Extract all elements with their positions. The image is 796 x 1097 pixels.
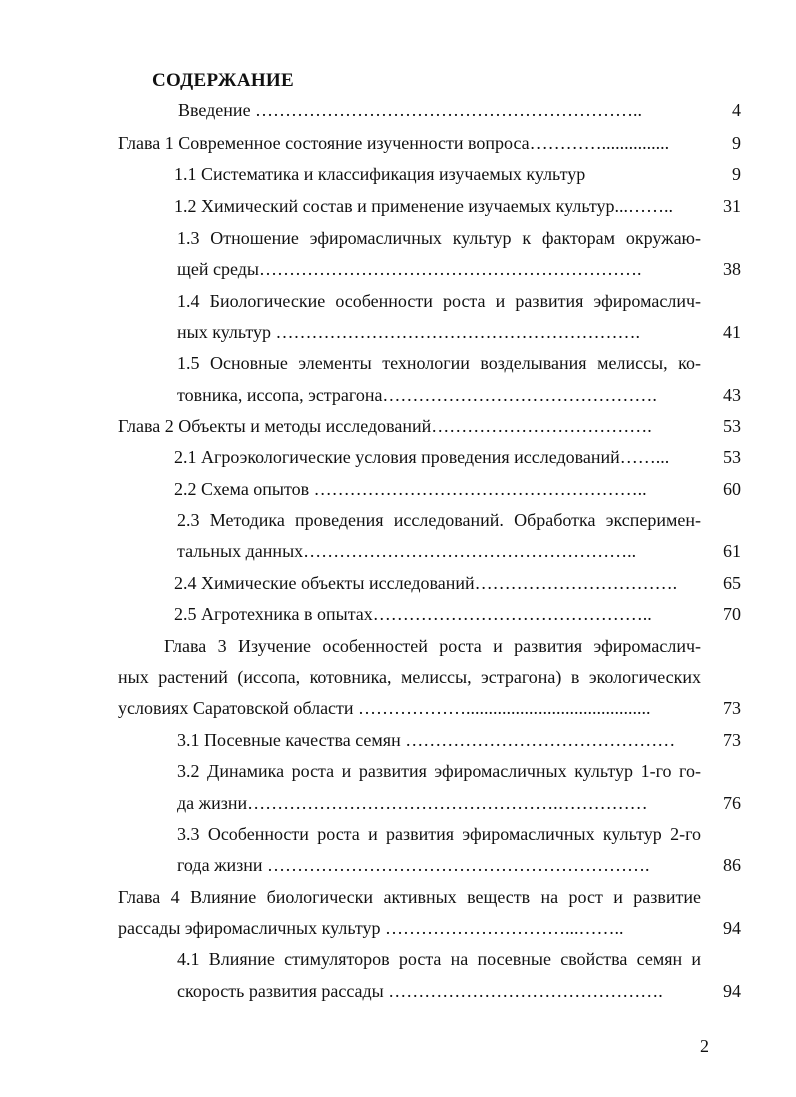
toc-entry-text: 1.2 Химический состав и применение изучаемых культур...…….. (174, 196, 674, 216)
toc-entry-page: 73 (723, 730, 741, 750)
toc-chapter-text: условиях Саратовской области ………………......................................... (118, 698, 651, 718)
toc-entry-page: 31 (723, 196, 741, 216)
toc-entry-page: 61 (723, 541, 741, 561)
toc-entry-text: года жизни ………………………………………………………. (177, 855, 650, 875)
toc-entry-page: 53 (723, 416, 741, 436)
toc-entry-text: 2.1 Агроэкологические условия проведения исследований……... (174, 447, 670, 467)
toc-entry-text: да жизни…………………………………………….…………… (177, 793, 648, 813)
toc-entry-text: 1.4 Биологические особенности роста и развития эфиромаслич- (177, 291, 701, 311)
toc-entry-page: 4 (732, 100, 741, 120)
toc-chapter-text: Глава 3 Изучение особенностей роста и развития эфиромаслич- (164, 636, 701, 656)
toc-chapter-text: Глава 2 Объекты и методы исследований………………………………. (118, 416, 652, 436)
toc-entry-page: 60 (723, 479, 741, 499)
toc-entry-page: 65 (723, 573, 741, 593)
toc-entry-text: 3.3 Особенности роста и развития эфиромасличных культур 2-го (177, 824, 701, 844)
toc-entry-text: 1.3 Отношение эфиромасличных культур к факторам окружаю- (177, 228, 701, 248)
toc-entry-text: 2.3 Методика проведения исследований. Обработка эксперимен- (177, 510, 701, 530)
toc-entry-page: 9 (732, 164, 741, 184)
toc-entry-text: 3.1 Посевные качества семян ……………………………………… (177, 730, 676, 750)
toc-entry-page: 73 (723, 698, 741, 718)
toc-entry-text: 2.4 Химические объекты исследований……………………………. (174, 573, 678, 593)
toc-entry-text: щей среды………………………………………………………. (177, 259, 642, 279)
toc-chapter-text: Глава 1 Современное состояние изученности вопроса…………............... (118, 133, 670, 153)
toc-entry-page: 94 (723, 981, 741, 1001)
toc-entry-page: 41 (723, 322, 741, 342)
page-title: СОДЕРЖАНИЕ (152, 70, 294, 91)
toc-entry-text: 4.1 Влияние стимуляторов роста на посевные свойства семян и (177, 949, 701, 969)
toc-entry-text: ных культур ……………………………………………………. (177, 322, 641, 342)
toc-entry-text: 1.5 Основные элементы технологии возделывания мелиссы, ко- (177, 353, 701, 373)
toc-entry-page: 38 (723, 259, 741, 279)
toc-entry-text: тальных данных……………………………………………….. (177, 541, 637, 561)
toc-chapter-text: ных растений (иссопа, котовника, мелиссы, эстрагона) в экологических (118, 667, 701, 687)
toc-entry-page: 86 (723, 855, 741, 875)
toc-entry-page: 76 (723, 793, 741, 813)
toc-entry-page: 9 (732, 133, 741, 153)
toc-entry-text: товника, иссопа, эстрагона………………………………………. (177, 385, 657, 405)
toc-entry-text: Введение ……………………………………………………….. (178, 100, 643, 120)
toc-entry-text: 2.5 Агротехника в опытах……………………………………….. (174, 604, 652, 624)
toc-entry-page: 53 (723, 447, 741, 467)
toc-chapter-text: рассады эфиромасличных культур …………………………...…….. (118, 918, 624, 938)
toc-entry-text: 3.2 Динамика роста и развития эфиромасличных культур 1-го го- (177, 761, 701, 781)
page-number: 2 (700, 1036, 709, 1056)
toc-entry-page: 43 (723, 385, 741, 405)
toc-entry-text: 2.2 Схема опытов ……………………………………………….. (174, 479, 647, 499)
toc-chapter-text: Глава 4 Влияние биологически активных веществ на рост и развитие (118, 887, 701, 907)
toc-entry-page: 70 (723, 604, 741, 624)
toc-entry-text: 1.1 Систематика и классификация изучаемых культур (174, 164, 586, 184)
toc-entry-page: 94 (723, 918, 741, 938)
toc-entry-text: скорость развития рассады ………………………………………. (177, 981, 663, 1001)
